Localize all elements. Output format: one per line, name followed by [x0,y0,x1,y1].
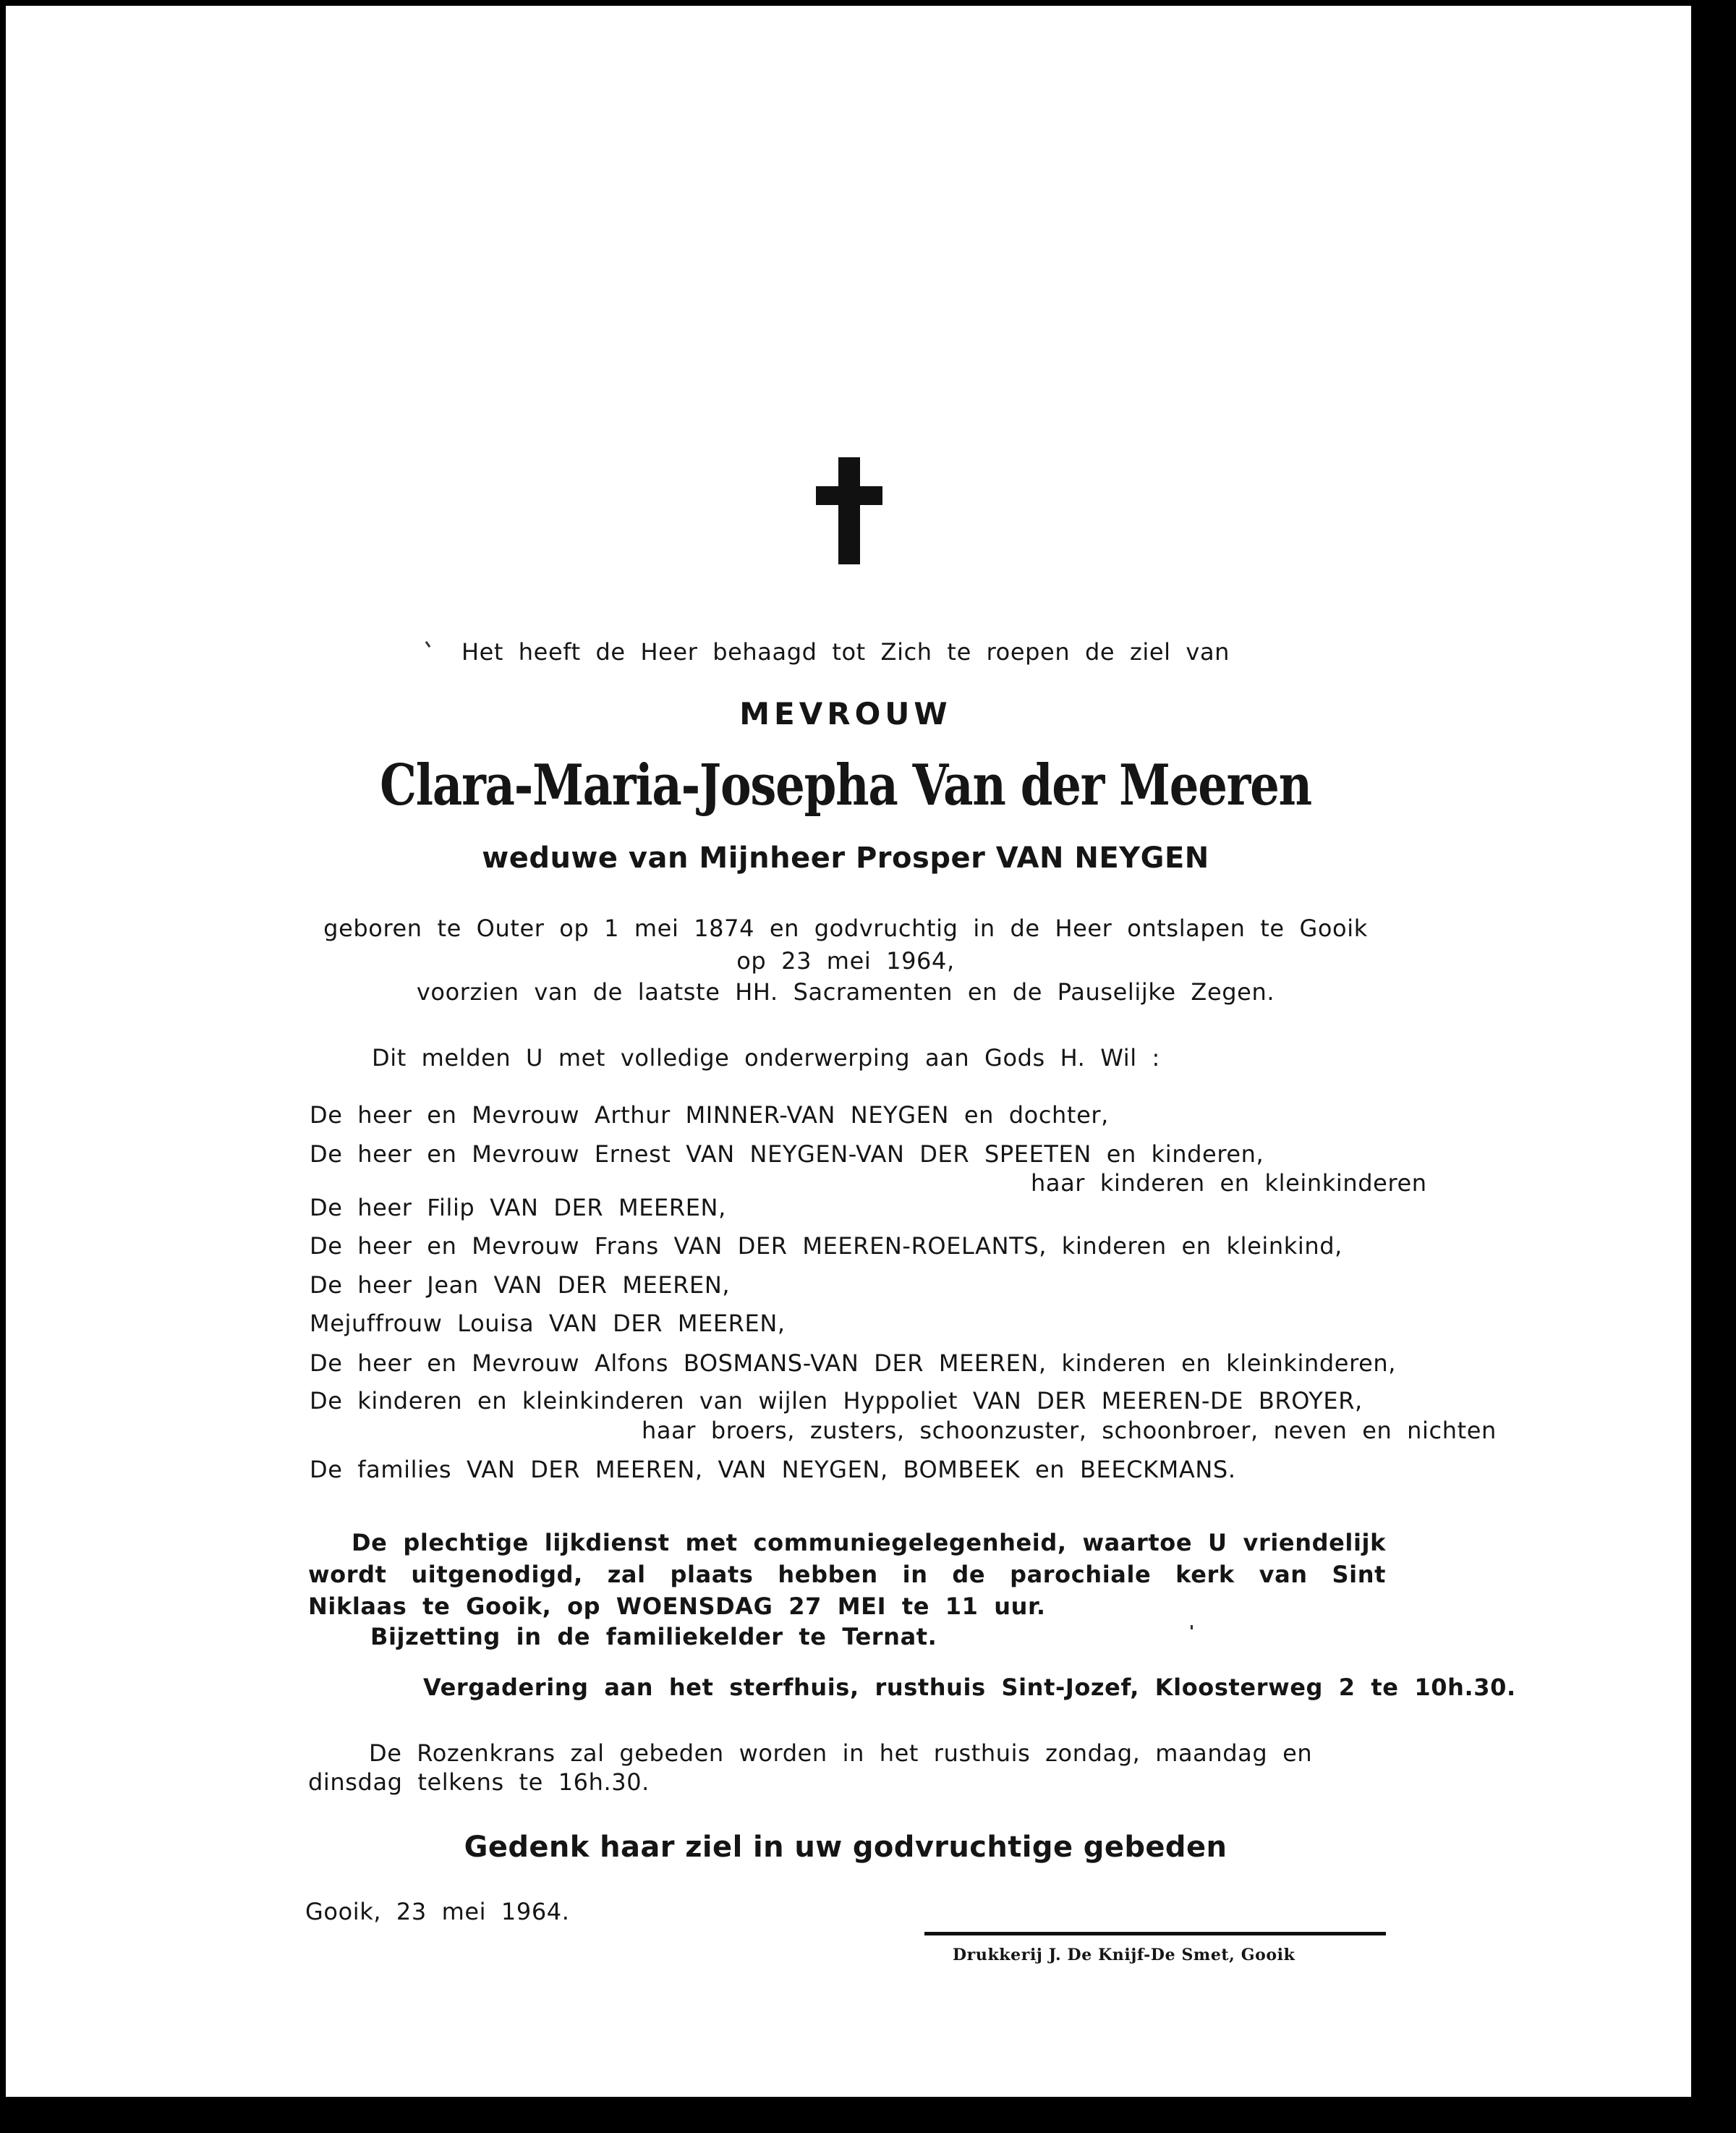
title-word: MEVROUW [739,696,952,732]
funeral-paragraph [308,1527,1386,1622]
remember-line: Gedenk haar ziel in uw godvruchtige gebeden [464,1831,1227,1864]
printer-credit: Drukkerij J. De Knijf-De Smet, Gooik [953,1946,1295,1964]
mourning-border-bottom [0,2097,1736,2133]
family-item: De heer en Mevrouw Alfons BOSMANS-VAN DER MEEREN, kinderen en kleinkinderen, [310,1349,1397,1377]
intro-line: Het heeft de Heer behaagd tot Zich te roepen de ziel van [461,638,1230,666]
sacraments-line: voorzien van de laatste HH. Sacramenten en de Pauselijke Zegen. [416,978,1275,1006]
stray-mark [1191,1625,1193,1629]
announcement-line: Dit melden U met volledige onderwerping aan Gods H. Wil : [372,1044,1160,1072]
cross-vertical-bar [838,457,860,564]
family-item: De heer en Mevrouw Frans VAN DER MEEREN-ROELANTS, kinderen en kleinkind, [310,1232,1343,1260]
family-item: De heer en Mevrouw Ernest VAN NEYGEN-VAN DER SPEETEN en kinderen, [310,1140,1264,1168]
family-item: De heer Filip VAN DER MEEREN, [310,1194,726,1221]
family-item: De families VAN DER MEEREN, VAN NEYGEN, BOMBEEK en BEECKMANS. [310,1456,1236,1483]
deceased-name: Clara-Maria-Josepha Van der Meeren [380,752,1311,818]
family-item-continuation: haar kinderen en kleinkinderen [1031,1169,1427,1197]
funeral-text: De plechtige lijkdienst met communiegelegenheid, waartoe U vriendelijk wordt uitgenodigd, zal plaats hebben in de parochiale kerk van Sint Niklaas te Gooik, op WOENSDAG 27 MEI te 11 uur. [308,1529,1386,1620]
death-date-line: op 23 mei 1964, [736,947,955,975]
place-date: Gooik, 23 mei 1964. [305,1898,570,1925]
family-item: De kinderen en kleinkinderen van wijlen Hyppoliet VAN DER MEEREN-DE BROYER, [310,1387,1363,1415]
meeting-line: Vergadering aan het sterfhuis, rusthuis Sint-Jozef, Kloosterweg 2 te 10h.30. [423,1674,1516,1701]
family-item: De heer Jean VAN DER MEEREN, [310,1271,731,1299]
rosary-paragraph [308,1739,1386,1797]
cross-horizontal-bar [816,486,882,505]
rosary-text: De Rozenkrans zal gebeden worden in het rusthuis zondag, maandag en dinsdag telkens te 16h.30. [308,1739,1313,1796]
burial-line: Bijzetting in de familiekelder te Ternat. [370,1623,937,1650]
birth-line: geboren te Outer op 1 mei 1874 en godvruchtig in de Heer ontslapen te Gooik [323,915,1368,942]
latin-cross-icon [816,457,882,564]
mourning-border-left [0,0,6,2133]
mourning-border-right [1691,0,1736,2133]
family-item: De heer en Mevrouw Arthur MINNER-VAN NEYGEN en dochter, [310,1101,1109,1129]
family-item: Mejuffrouw Louisa VAN DER MEEREN, [310,1310,786,1337]
widow-line: weduwe van Mijnheer Prosper VAN NEYGEN [482,841,1209,875]
printer-rule [924,1932,1386,1935]
mourning-border-top [0,0,1736,6]
family-item-continuation: haar broers, zusters, schoonzuster, schoonbroer, neven en nichten [642,1417,1497,1444]
